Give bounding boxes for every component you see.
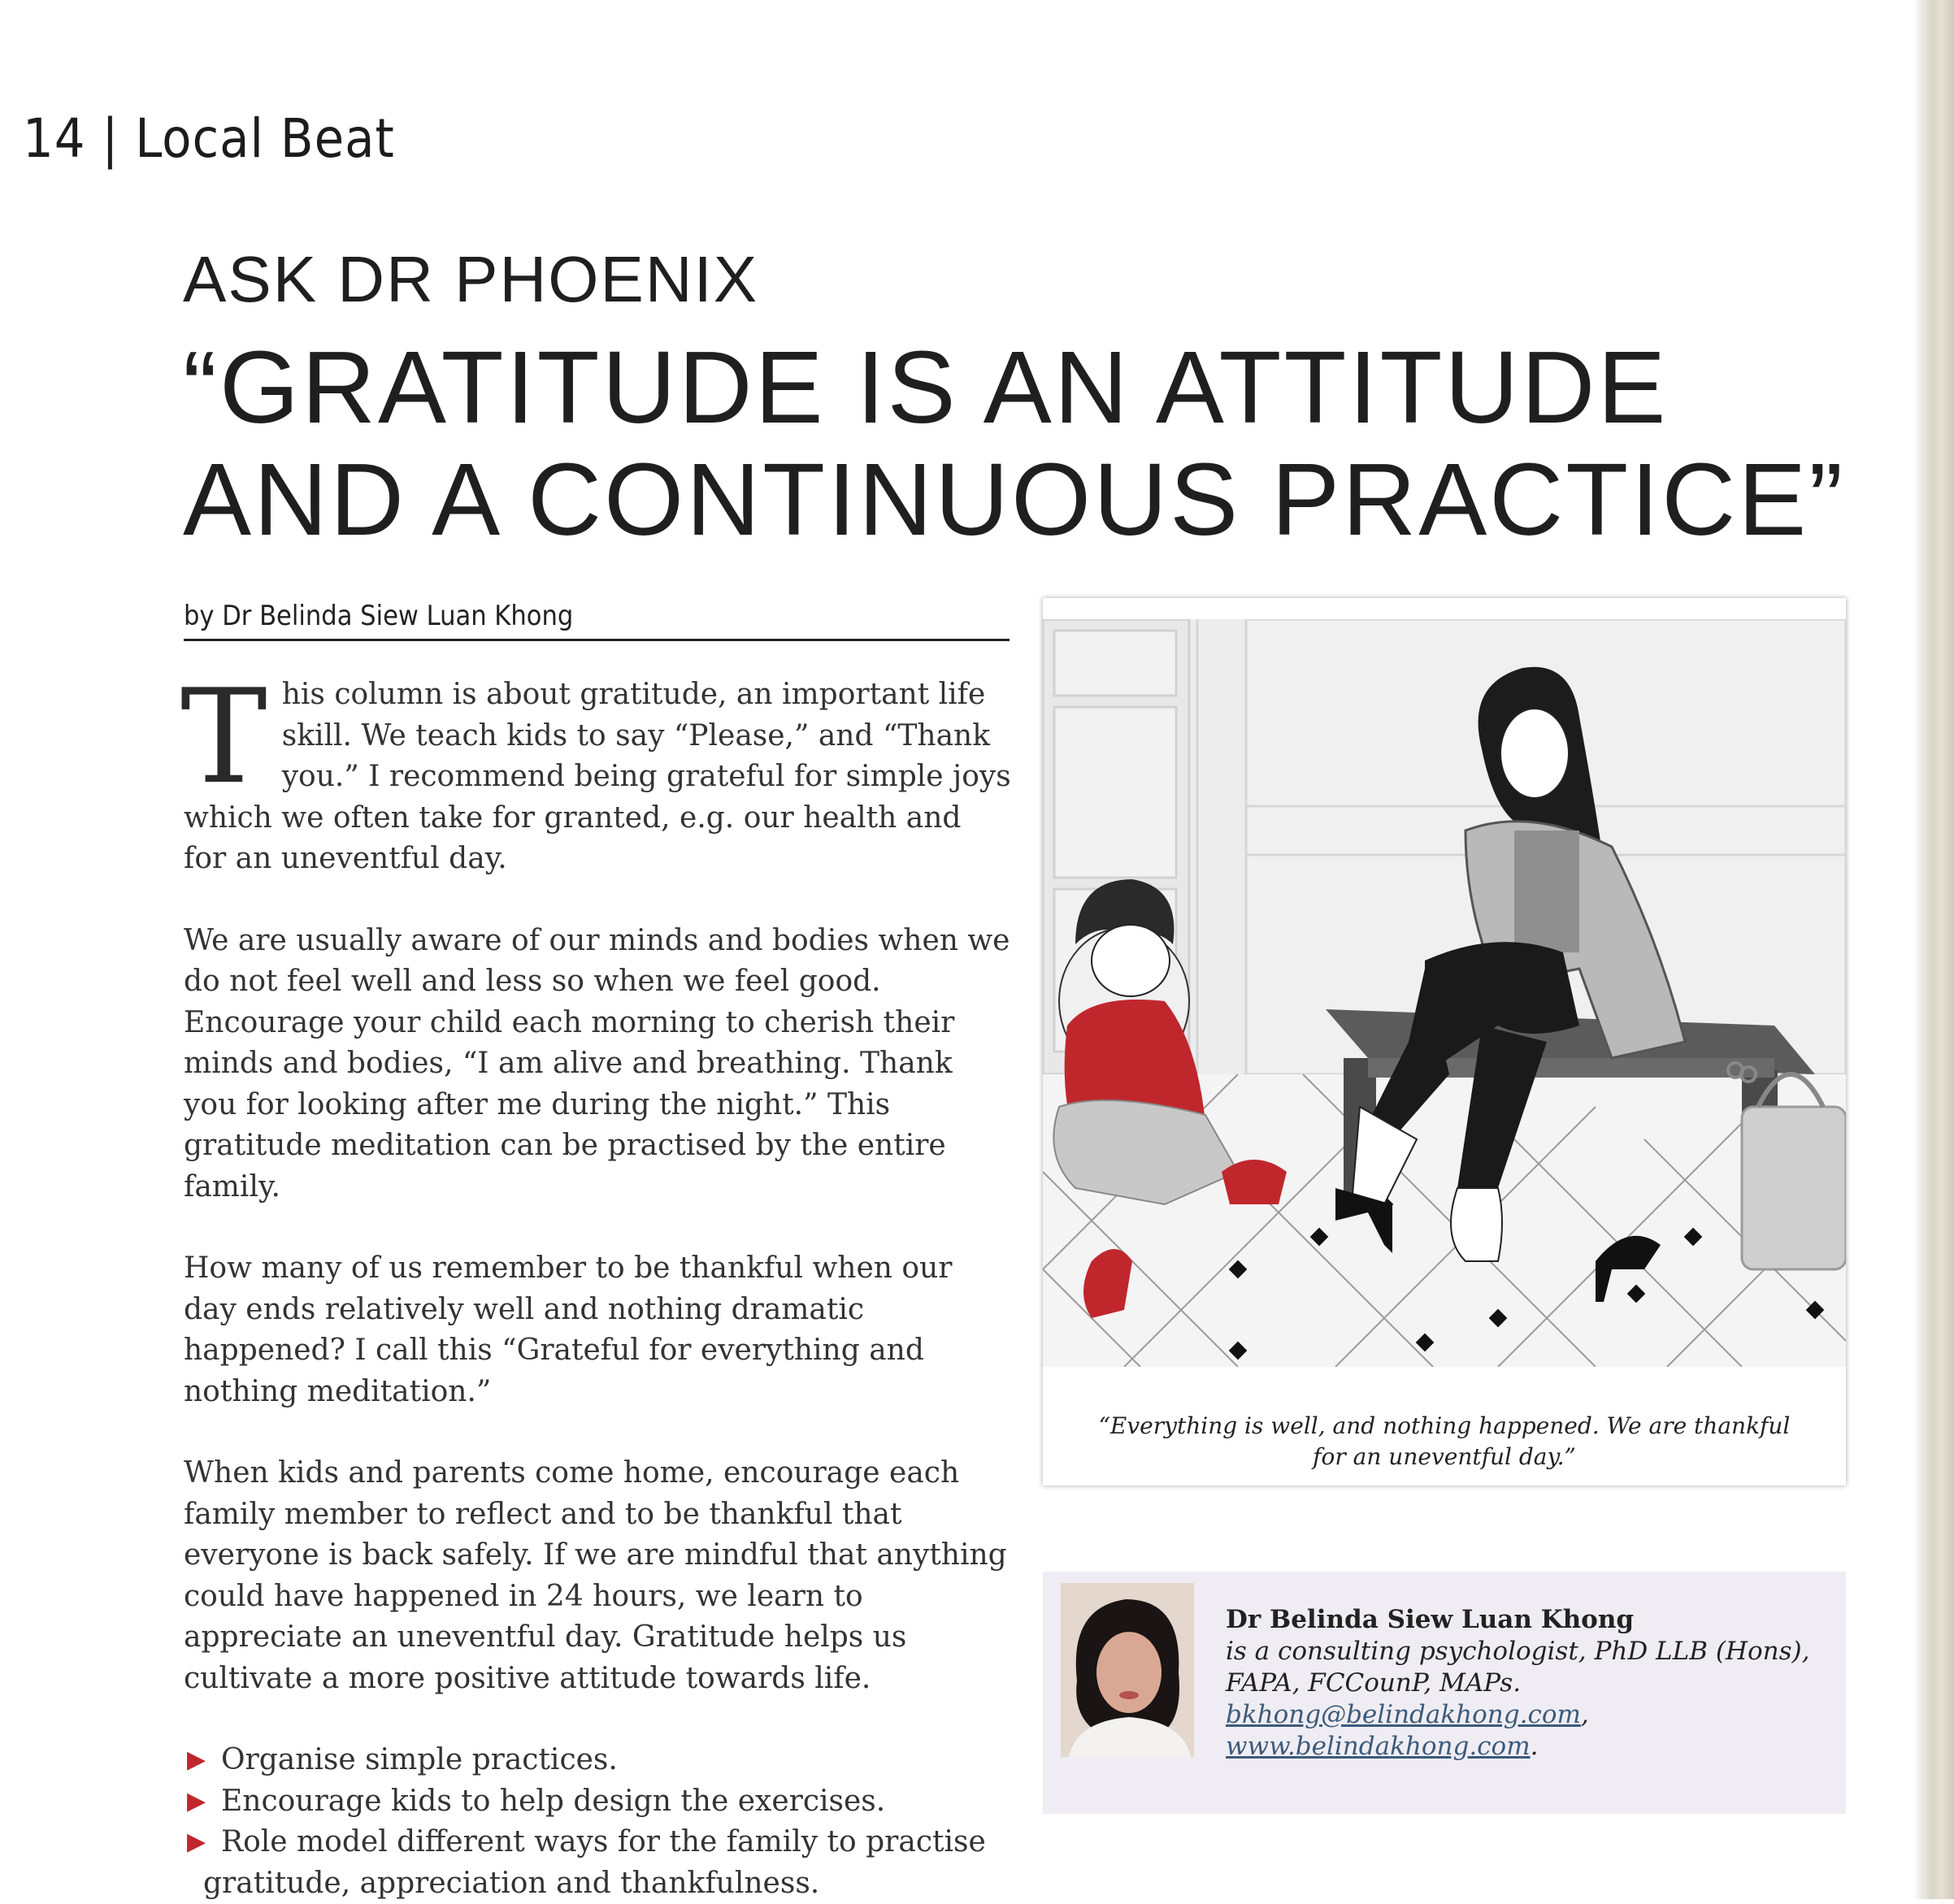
author-photo [1061,1583,1194,1757]
paragraph-1-text: his column is about gratitude, an important life skill. We teach kids to say “Please,” and “Thank you.” I recommend being grateful for simple joys which we often take for granted, e.g. our health and for an uneventful day. [184,678,1011,875]
list-item [184,1781,1013,1823]
author-credentials: is a consulting psychologist, PhD LLB (Hons), FAPA, FCCounP, MAPs. [1226,1636,1827,1699]
headline-line-1: “GRATITUDE IS AN ATTITUDE [183,332,1845,444]
list-item-text: Encourage kids to help design the exercises. [221,1785,885,1818]
paragraph-2: We are usually aware of our minds and bodies when we do not feel well and less so when we feel good. Encourage your child each morning to cherish their minds and bodies, “I am alive and breathing. Thank you for looking after me during the night.” This gratitude meditation can be practised by the entire family. [184,921,1013,1208]
list-item-text: Organise simple practices. [221,1743,618,1776]
contact-separator: , [1581,1700,1589,1729]
tips-list [184,1740,1013,1904]
article-body [184,674,1013,1904]
website-link[interactable]: www.belindakhong.com [1226,1732,1531,1761]
paragraph-3: How many of us remember to be thankful when our day ends relatively well and nothing dramatic happened? I call this “Grateful for everything and nothing meditation.” [184,1248,1013,1412]
byline: by Dr Belinda Siew Luan Khong [184,600,1010,641]
triangle-right-icon: ▶ [187,1822,206,1863]
triangle-right-icon: ▶ [187,1740,206,1781]
illustration-mother-and-child [1043,619,1846,1367]
headline [183,332,1845,556]
drop-cap: T [180,676,267,798]
illustration-figure [1043,598,1846,1485]
list-item [184,1740,1013,1781]
email-link[interactable]: bkhong@belindakhong.com [1226,1700,1581,1729]
paragraph-4: When kids and parents come home, encourage each family member to reflect and to be thankful that everyone is back safely. If we are mindful that anything could have happened in 24 hours, we learn to appreciate an uneventful day. Gratitude helps us cultivate a more positive attitude towards life. [184,1453,1013,1699]
column-kicker: ASK DR PHOENIX [183,242,758,317]
figure-caption: “Everything is well, and nothing happened. We are thankful for an uneventful day.” [1092,1411,1797,1472]
contact-end: . [1531,1732,1539,1761]
author-bio [1043,1572,1846,1814]
triangle-right-icon: ▶ [187,1781,206,1823]
author-contact [1226,1699,1827,1763]
list-item-text: Role model different ways for the family to practise [221,1825,986,1858]
page-edge [1913,0,1954,1899]
list-item-continuation: gratitude, appreciation and thankfulness. [203,1863,1013,1904]
headline-line-2: AND A CONTINUOUS PRACTICE” [183,444,1845,556]
paragraph-1 [184,674,1013,880]
author-name: Dr Belinda Siew Luan Khong [1226,1604,1827,1636]
page-header: 14 | Local Beat [23,107,395,170]
bio-text [1226,1604,1827,1763]
list-item [184,1822,1013,1904]
